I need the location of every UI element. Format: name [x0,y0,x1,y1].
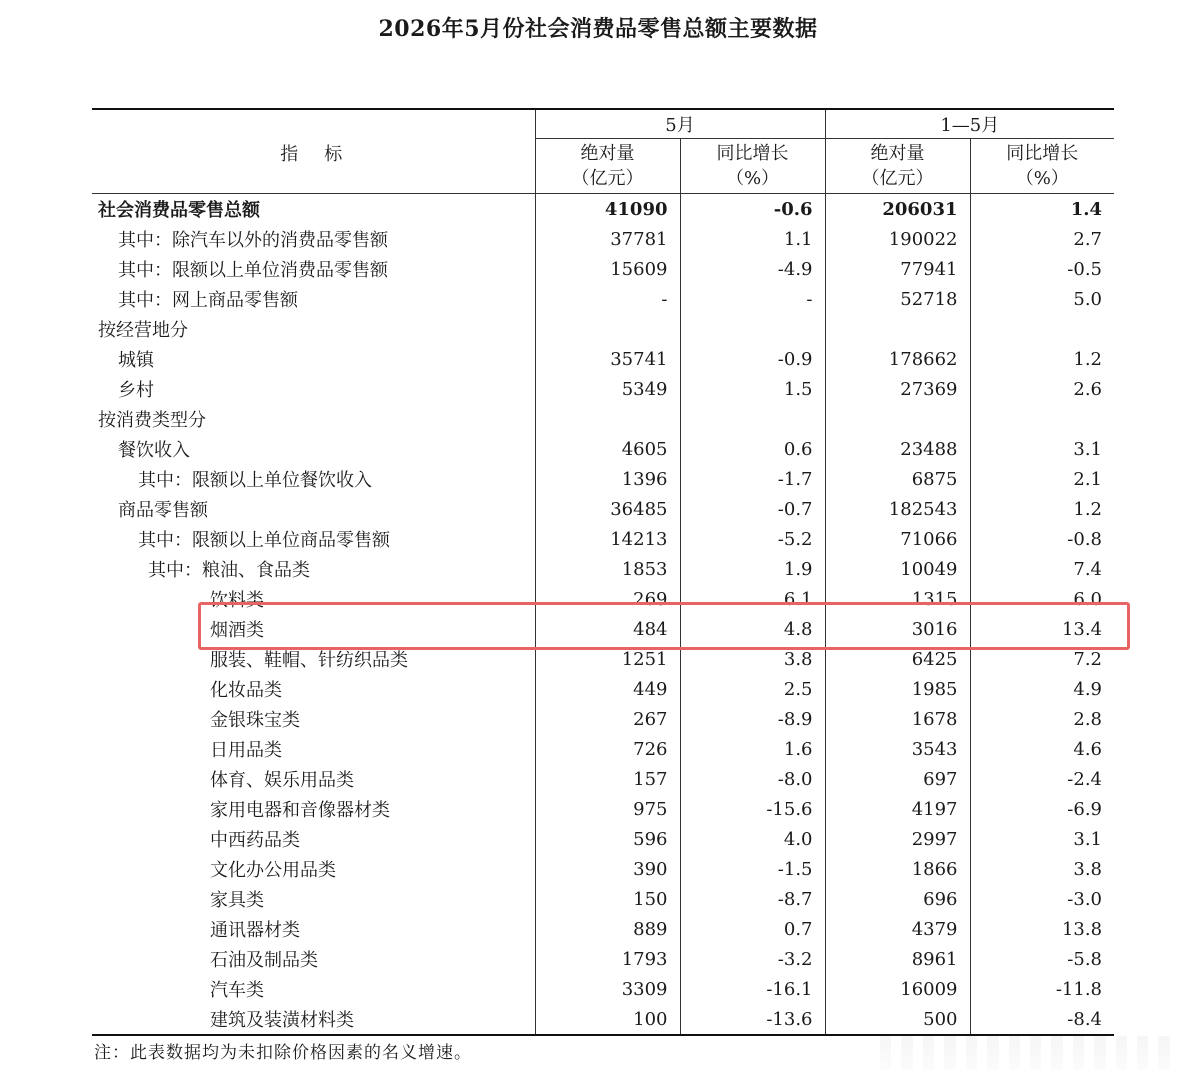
row-label: 通讯器材类 [92,914,535,944]
cell-may-abs: 5349 [535,374,680,404]
header-row-groups [92,109,1114,139]
cell-ytd-yoy: -2.4 [1067,768,1103,790]
footnote: 注：此表数据均为未扣除价格因素的名义增速。 [94,1043,472,1063]
cell-may-yoy: 3.8 [680,644,825,674]
cell-may-yoy: -3.2 [680,944,825,974]
table-row [92,944,1114,974]
table-row [92,254,1114,284]
cell-may-yoy: - [680,284,825,314]
cell-ytd-abs: 697 [825,764,970,794]
cell-ytd-abs: 1678 [825,704,970,734]
cell-ytd-yoy: -0.5 [1067,258,1103,280]
cell-ytd-yoy: -11.8 [1055,978,1103,1000]
cell-may-yoy: -15.6 [680,794,825,824]
row-label: 其中：网上商品零售额 [92,284,535,314]
cell-may-abs: 37781 [535,224,680,254]
row-label: 家具类 [92,884,535,914]
cell-may-yoy: 4.8 [680,614,825,644]
cell-ytd-yoy: 2.7 [1073,228,1103,250]
cell-may-abs: 4605 [535,434,680,464]
table-row [92,344,1114,374]
table-row [92,794,1114,824]
cell-ytd-abs: 6425 [825,644,970,674]
cell-may-yoy [680,404,825,434]
cell-ytd-abs: 4197 [825,794,970,824]
row-label: 中西药品类 [92,824,535,854]
cell-may-yoy: 2.5 [680,674,825,704]
table-row [92,554,1114,584]
cell-may-yoy: 6.1 [680,584,825,614]
cell-ytd-abs: 6875 [825,464,970,494]
row-label: 商品零售额 [92,494,535,524]
header-yoy-unit: （%） [725,168,780,189]
cell-ytd-abs: 500 [825,1004,970,1035]
cell-may-abs: 726 [535,734,680,764]
cell-ytd-yoy: -3.0 [1067,888,1103,910]
cell-ytd-abs [825,404,970,434]
cell-ytd-yoy: 6.0 [1073,588,1103,610]
cell-may-yoy: -0.9 [680,344,825,374]
cell-ytd-abs: 23488 [825,434,970,464]
row-label: 石油及制品类 [92,944,535,974]
cell-may-abs: 267 [535,704,680,734]
cell-may-abs: 1251 [535,644,680,674]
cell-ytd-yoy: -5.8 [1067,948,1103,970]
table-row [92,704,1114,734]
row-label: 饮料类 [92,584,535,614]
cell-ytd-yoy: 13.8 [1061,918,1103,940]
row-label: 其中：限额以上单位餐饮收入 [92,464,535,494]
table-row [92,524,1114,554]
cell-may-yoy: 0.7 [680,914,825,944]
cell-may-yoy: 0.6 [680,434,825,464]
cell-ytd-abs: 3543 [825,734,970,764]
cell-ytd-yoy: -8.4 [970,1004,1114,1035]
cell-may-yoy: -5.2 [680,524,825,554]
cell-ytd-abs: 1315 [825,584,970,614]
row-label: 家用电器和音像器材类 [92,794,535,824]
table-row [92,734,1114,764]
row-label: 汽车类 [92,974,535,1004]
table-row [92,374,1114,404]
row-label: 其中：粮油、食品类 [92,554,535,584]
header-abs-label: 绝对量 [580,143,635,164]
row-label: 服装、鞋帽、针纺织品类 [92,644,535,674]
table-body [92,194,1114,1036]
row-label: 体育、娱乐用品类 [92,764,535,794]
cell-ytd-yoy: -0.8 [1067,528,1103,550]
cell-may-abs: 1793 [535,944,680,974]
table-row [92,404,1114,434]
cell-ytd-abs: 8961 [825,944,970,974]
row-label: 日用品类 [92,734,535,764]
table-row [92,194,1114,225]
row-label: 按消费类型分 [92,404,535,434]
table-row [92,974,1114,1004]
row-label: 其中：限额以上单位商品零售额 [92,524,535,554]
cell-may-yoy: 1.5 [680,374,825,404]
row-label: 乡村 [92,374,535,404]
cell-may-abs: 35741 [535,344,680,374]
cell-ytd-yoy: 1.2 [1073,498,1103,520]
cell-may-abs: 889 [535,914,680,944]
row-label: 化妆品类 [92,674,535,704]
cell-may-abs: 157 [535,764,680,794]
cell-ytd-abs: 10049 [825,554,970,584]
cell-ytd-yoy: 7.2 [1073,648,1103,670]
cell-ytd-abs: 1866 [825,854,970,884]
cell-ytd-yoy: 1.2 [1073,348,1103,370]
cell-may-abs: 269 [535,584,680,614]
cell-ytd-abs: 178662 [825,344,970,374]
cell-ytd-abs: 71066 [825,524,970,554]
table-row [92,914,1114,944]
cell-may-yoy: 1.9 [680,554,825,584]
cell-may-abs: 41090 [535,194,680,225]
cell-ytd-yoy: 1.4 [1070,198,1103,220]
row-label: 文化办公用品类 [92,854,535,884]
row-label: 其中：除汽车以外的消费品零售额 [92,224,535,254]
cell-may-abs [535,314,680,344]
cell-may-abs: 3309 [535,974,680,1004]
table-row [92,1004,1114,1035]
header-yoy-label: 同比增长 [1006,143,1079,164]
header-yoy-unit: （%） [1015,168,1069,189]
cell-may-yoy: 1.6 [680,734,825,764]
cell-ytd-abs: 4379 [825,914,970,944]
header-may-absolute [535,139,680,194]
cell-may-abs: 1396 [535,464,680,494]
cell-ytd-abs: 1985 [825,674,970,704]
cell-ytd-abs: 190022 [825,224,970,254]
cell-may-abs: 1853 [535,554,680,584]
cell-may-yoy: -16.1 [680,974,825,1004]
cell-ytd-yoy: 3.1 [1073,828,1103,850]
table-row [92,884,1114,914]
cell-may-abs: 596 [535,824,680,854]
table-row [92,644,1114,674]
table-row [92,614,1114,644]
table-row [92,674,1114,704]
row-label: 其中：限额以上单位消费品零售额 [92,254,535,284]
cell-ytd-yoy: 7.4 [1073,558,1103,580]
cell-may-abs: 15609 [535,254,680,284]
row-label: 城镇 [92,344,535,374]
header-abs-unit: （亿元） [571,168,644,189]
row-label: 烟酒类 [92,614,535,644]
cell-may-yoy: -8.7 [680,884,825,914]
row-label: 社会消费品零售总额 [92,194,535,225]
cell-may-abs: 36485 [535,494,680,524]
cell-may-yoy: -0.7 [680,494,825,524]
cell-may-abs: 484 [535,614,680,644]
cell-may-abs: 390 [535,854,680,884]
cell-ytd-yoy: 4.6 [1073,738,1103,760]
header-group-ytd: 1—5月 [825,109,1114,139]
table-row [92,824,1114,854]
cell-may-abs [535,404,680,434]
cell-may-yoy [680,314,825,344]
cell-may-abs: 975 [535,794,680,824]
cell-may-yoy: -0.6 [680,194,825,225]
cell-ytd-abs: 27369 [825,374,970,404]
cell-may-abs: 14213 [535,524,680,554]
cell-may-yoy: -1.7 [680,464,825,494]
page-title: 2026年5月份社会消费品零售总额主要数据 [378,16,818,42]
cell-ytd-abs: 696 [825,884,970,914]
cell-ytd-yoy: -6.9 [1067,798,1103,820]
cell-ytd-yoy [970,404,1114,434]
table-row [92,314,1114,344]
header-group-may: 5月 [535,109,825,139]
header-indicator: 指 标 [92,109,535,194]
table-row [92,494,1114,524]
cell-ytd-yoy: 4.9 [1073,678,1103,700]
cell-ytd-yoy: 3.8 [1073,858,1103,880]
cell-ytd-abs: 52718 [825,284,970,314]
cell-may-yoy: 1.1 [680,224,825,254]
cell-ytd-yoy: 5.0 [1073,288,1103,310]
table-row [92,854,1114,884]
cell-ytd-yoy: 2.8 [1073,708,1103,730]
cell-may-yoy: 4.0 [680,824,825,854]
cell-may-abs: - [535,284,680,314]
cell-may-abs: 449 [535,674,680,704]
table-row [92,224,1114,254]
row-label: 金银珠宝类 [92,704,535,734]
cell-ytd-abs: 77941 [825,254,970,284]
cell-may-yoy: -8.0 [680,764,825,794]
cell-may-abs: 150 [535,884,680,914]
cell-ytd-yoy [970,314,1114,344]
cell-ytd-abs: 206031 [825,194,970,225]
table-row [92,764,1114,794]
cell-ytd-yoy: 13.4 [1061,618,1103,640]
cell-ytd-yoy: 3.1 [1073,438,1103,460]
cell-ytd-abs: 3016 [825,614,970,644]
table-row [92,434,1114,464]
cell-may-abs: 100 [535,1004,680,1035]
watermark-strip [880,1036,1170,1072]
table-row [92,284,1114,314]
header-may-yoy [680,139,825,194]
cell-ytd-abs [825,314,970,344]
header-abs-unit: （亿元） [861,168,934,189]
table-row [92,464,1114,494]
row-label: 按经营地分 [92,314,535,344]
cell-may-yoy: -8.9 [680,704,825,734]
cell-ytd-abs: 16009 [825,974,970,1004]
cell-may-yoy: -4.9 [680,254,825,284]
row-label: 建筑及装潢材料类 [92,1004,535,1035]
header-abs-label: 绝对量 [870,143,925,164]
cell-ytd-abs: 2997 [825,824,970,854]
header-ytd-yoy [970,139,1114,194]
cell-ytd-yoy: 2.6 [1073,378,1103,400]
header-yoy-label: 同比增长 [716,143,789,164]
cell-ytd-abs: 182543 [825,494,970,524]
cell-may-yoy: -13.6 [680,1004,825,1035]
retail-sales-table [92,108,1114,1036]
cell-ytd-yoy: 2.1 [1073,468,1103,490]
header-ytd-absolute [825,139,970,194]
table-row [92,584,1114,614]
cell-may-yoy: -1.5 [680,854,825,884]
row-label: 餐饮收入 [92,434,535,464]
